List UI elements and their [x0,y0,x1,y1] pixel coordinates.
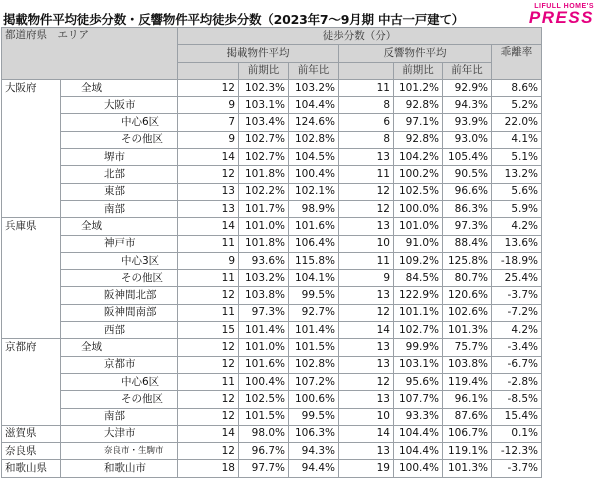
response-yoy-cell: 119.1% [443,443,492,460]
prefecture-cell [2,356,61,373]
listed-minutes-cell: 12 [178,443,239,460]
listed-minutes-cell: 13 [178,200,239,217]
gap-rate-cell: 0.1% [492,425,542,442]
listed-minutes-cell: 9 [178,131,239,148]
response-qoq-cell: 101.0% [394,218,443,235]
response-qoq-cell: 93.3% [394,408,443,425]
area-cell: 北部 [61,166,178,183]
response-minutes-cell: 13 [339,287,394,304]
gap-rate-cell: 15.4% [492,408,542,425]
response-minutes-cell: 11 [339,79,394,96]
listed-yoy-cell: 102.1% [289,183,339,200]
gap-rate-cell: -18.9% [492,252,542,269]
response-qoq-cell: 122.9% [394,287,443,304]
area-cell: 大阪市 [61,97,178,114]
response-qoq-cell: 100.0% [394,200,443,217]
response-yoy-cell: 97.3% [443,218,492,235]
response-yoy-cell: 106.7% [443,425,492,442]
response-yoy-cell: 87.6% [443,408,492,425]
gap-rate-cell: -2.8% [492,373,542,390]
table-row [2,304,542,321]
listed-minutes-cell: 12 [178,166,239,183]
header-walk-minutes: 徒歩分数（分） [178,28,542,45]
prefecture-cell [2,149,61,166]
listed-yoy-cell: 106.3% [289,425,339,442]
response-yoy-cell: 93.0% [443,131,492,148]
listed-qoq-cell: 98.0% [239,425,289,442]
header-blank-listed [178,62,239,79]
gap-rate-cell: -3.7% [492,460,542,477]
listed-minutes-cell: 12 [178,79,239,96]
response-yoy-cell: 119.4% [443,373,492,390]
listed-minutes-cell: 12 [178,391,239,408]
listed-minutes-cell: 11 [178,373,239,390]
gap-rate-cell: 5.2% [492,97,542,114]
header-listed-qoq: 前期比 [239,62,289,79]
response-qoq-cell: 97.1% [394,114,443,131]
listed-minutes-cell: 12 [178,339,239,356]
listed-minutes-cell: 9 [178,252,239,269]
logo-top-text: LIFULL HOME'S [534,3,594,10]
listed-qoq-cell: 103.4% [239,114,289,131]
response-qoq-cell: 107.7% [394,391,443,408]
table-row [2,149,542,166]
listed-qoq-cell: 103.2% [239,270,289,287]
prefecture-cell [2,97,61,114]
area-cell: 東部 [61,183,178,200]
area-cell: 阪神間南部 [61,304,178,321]
gap-rate-cell: -3.7% [492,287,542,304]
prefecture-cell [2,373,61,390]
listed-minutes-cell: 11 [178,304,239,321]
response-minutes-cell: 10 [339,235,394,252]
listed-qoq-cell: 101.8% [239,166,289,183]
response-minutes-cell: 13 [339,391,394,408]
prefecture-cell [2,391,61,408]
prefecture-cell [2,200,61,217]
listed-minutes-cell: 12 [178,356,239,373]
response-qoq-cell: 99.9% [394,339,443,356]
listed-yoy-cell: 100.6% [289,391,339,408]
listed-yoy-cell: 94.3% [289,443,339,460]
response-qoq-cell: 102.7% [394,322,443,339]
response-qoq-cell: 100.2% [394,166,443,183]
area-cell: その他区 [61,270,178,287]
area-cell: 和歌山市 [61,460,178,477]
response-qoq-cell: 109.2% [394,252,443,269]
table-row [2,218,542,235]
area-cell: その他区 [61,131,178,148]
response-qoq-cell: 91.0% [394,235,443,252]
prefecture-cell: 京都府 [2,339,61,356]
listed-minutes-cell: 7 [178,114,239,131]
header-response-avg: 反響物件平均 [339,45,492,62]
header-gap: 乖離率 [492,45,542,80]
response-minutes-cell: 13 [339,149,394,166]
response-yoy-cell: 90.5% [443,166,492,183]
logo-main-text: PRESS [528,8,594,27]
response-qoq-cell: 92.8% [394,131,443,148]
prefecture-cell [2,235,61,252]
listed-qoq-cell: 101.4% [239,322,289,339]
listed-minutes-cell: 9 [178,97,239,114]
response-yoy-cell: 96.6% [443,183,492,200]
listed-yoy-cell: 102.8% [289,131,339,148]
area-cell: 南部 [61,200,178,217]
response-yoy-cell: 86.3% [443,200,492,217]
gap-rate-cell: -3.4% [492,339,542,356]
gap-rate-cell: 13.6% [492,235,542,252]
response-yoy-cell: 102.6% [443,304,492,321]
response-minutes-cell: 13 [339,443,394,460]
response-qoq-cell: 84.5% [394,270,443,287]
listed-yoy-cell: 104.4% [289,97,339,114]
prefecture-cell: 奈良県 [2,443,61,460]
table-row [2,270,542,287]
gap-rate-cell: 4.2% [492,218,542,235]
gap-rate-cell: 13.2% [492,166,542,183]
listed-minutes-cell: 12 [178,408,239,425]
listed-yoy-cell: 107.2% [289,373,339,390]
response-yoy-cell: 94.3% [443,97,492,114]
page-title: 掲載物件平均徒歩分数・反響物件平均徒歩分数（2023年7〜9月期 中古一戸建て） [3,12,465,27]
listed-yoy-cell: 103.2% [289,79,339,96]
table-row [2,114,542,131]
gap-rate-cell: -6.7% [492,356,542,373]
prefecture-cell [2,304,61,321]
table-row [2,443,542,460]
area-cell: 全域 [61,339,178,356]
area-cell: 京都市 [61,356,178,373]
area-cell: 南部 [61,408,178,425]
table-row [2,200,542,217]
gap-rate-cell: -12.3% [492,443,542,460]
prefecture-cell [2,322,61,339]
response-minutes-cell: 9 [339,270,394,287]
table-row [2,339,542,356]
listed-qoq-cell: 102.5% [239,391,289,408]
table-row [2,131,542,148]
header-row-1 [2,28,542,45]
gap-rate-cell: 4.1% [492,131,542,148]
listed-minutes-cell: 12 [178,287,239,304]
gap-rate-cell: -7.2% [492,304,542,321]
response-yoy-cell: 125.8% [443,252,492,269]
listed-qoq-cell: 96.7% [239,443,289,460]
listed-qoq-cell: 102.7% [239,131,289,148]
gap-rate-cell: 4.2% [492,322,542,339]
area-cell: 堺市 [61,149,178,166]
area-cell: 中心6区 [61,373,178,390]
header-pref-area: 都道府県 エリア [2,28,178,80]
area-cell: 奈良市・生駒市 [61,443,178,460]
listed-qoq-cell: 101.0% [239,339,289,356]
listed-minutes-cell: 18 [178,460,239,477]
response-yoy-cell: 93.9% [443,114,492,131]
response-qoq-cell: 102.5% [394,183,443,200]
response-minutes-cell: 12 [339,304,394,321]
response-minutes-cell: 8 [339,131,394,148]
table-row [2,322,542,339]
table-row [2,425,542,442]
area-cell: 神戸市 [61,235,178,252]
response-minutes-cell: 12 [339,200,394,217]
listed-qoq-cell: 97.7% [239,460,289,477]
response-yoy-cell: 80.7% [443,270,492,287]
response-qoq-cell: 104.4% [394,443,443,460]
gap-rate-cell: 5.9% [492,200,542,217]
listed-yoy-cell: 92.7% [289,304,339,321]
table-row [2,97,542,114]
response-minutes-cell: 11 [339,166,394,183]
listed-qoq-cell: 103.8% [239,287,289,304]
listed-minutes-cell: 13 [178,183,239,200]
listed-yoy-cell: 101.5% [289,339,339,356]
response-qoq-cell: 92.8% [394,97,443,114]
listed-yoy-cell: 99.5% [289,408,339,425]
response-minutes-cell: 6 [339,114,394,131]
listed-qoq-cell: 93.6% [239,252,289,269]
gap-rate-cell: 8.6% [492,79,542,96]
gap-rate-cell: -8.5% [492,391,542,408]
response-yoy-cell: 105.4% [443,149,492,166]
response-qoq-cell: 101.1% [394,304,443,321]
listed-qoq-cell: 102.3% [239,79,289,96]
listed-qoq-cell: 102.7% [239,149,289,166]
area-cell: 中心3区 [61,252,178,269]
listed-yoy-cell: 124.6% [289,114,339,131]
listed-qoq-cell: 101.5% [239,408,289,425]
header-listed-avg: 掲載物件平均 [178,45,339,62]
gap-rate-cell: 25.4% [492,270,542,287]
response-minutes-cell: 14 [339,322,394,339]
prefecture-cell [2,408,61,425]
response-qoq-cell: 104.4% [394,425,443,442]
table-row [2,79,542,96]
listed-yoy-cell: 115.8% [289,252,339,269]
walk-minutes-table [1,27,542,478]
response-minutes-cell: 12 [339,373,394,390]
response-yoy-cell: 88.4% [443,235,492,252]
response-qoq-cell: 103.1% [394,356,443,373]
prefecture-cell: 滋賀県 [2,425,61,442]
area-cell: 西部 [61,322,178,339]
listed-minutes-cell: 15 [178,322,239,339]
prefecture-cell [2,252,61,269]
prefecture-cell [2,131,61,148]
response-qoq-cell: 95.6% [394,373,443,390]
listed-qoq-cell: 101.0% [239,218,289,235]
prefecture-cell [2,114,61,131]
header-blank-response [339,62,394,79]
listed-yoy-cell: 102.8% [289,356,339,373]
listed-yoy-cell: 94.4% [289,460,339,477]
area-cell: 大津市 [61,425,178,442]
prefecture-cell [2,183,61,200]
response-qoq-cell: 101.2% [394,79,443,96]
table-row [2,166,542,183]
listed-qoq-cell: 103.1% [239,97,289,114]
response-yoy-cell: 92.9% [443,79,492,96]
area-cell: 全域 [61,79,178,96]
listed-minutes-cell: 14 [178,425,239,442]
gap-rate-cell: 22.0% [492,114,542,131]
response-yoy-cell: 75.7% [443,339,492,356]
brand-logo [529,3,594,26]
gap-rate-cell: 5.6% [492,183,542,200]
table-row [2,391,542,408]
table-row [2,373,542,390]
prefecture-cell [2,287,61,304]
table-row [2,252,542,269]
table-row [2,460,542,477]
table-row [2,235,542,252]
header-response-qoq: 前期比 [394,62,443,79]
listed-yoy-cell: 106.4% [289,235,339,252]
response-minutes-cell: 14 [339,425,394,442]
listed-minutes-cell: 11 [178,270,239,287]
listed-qoq-cell: 100.4% [239,373,289,390]
listed-minutes-cell: 14 [178,149,239,166]
listed-yoy-cell: 104.1% [289,270,339,287]
response-minutes-cell: 19 [339,460,394,477]
response-minutes-cell: 10 [339,408,394,425]
listed-yoy-cell: 98.9% [289,200,339,217]
listed-minutes-cell: 11 [178,235,239,252]
response-yoy-cell: 103.8% [443,356,492,373]
response-minutes-cell: 12 [339,183,394,200]
area-cell: 阪神間北部 [61,287,178,304]
area-cell: 中心6区 [61,114,178,131]
listed-qoq-cell: 97.3% [239,304,289,321]
listed-yoy-cell: 100.4% [289,166,339,183]
prefecture-cell: 兵庫県 [2,218,61,235]
gap-rate-cell: 5.1% [492,149,542,166]
area-cell: その他区 [61,391,178,408]
response-yoy-cell: 120.6% [443,287,492,304]
prefecture-cell: 大阪府 [2,79,61,96]
listed-yoy-cell: 99.5% [289,287,339,304]
listed-yoy-cell: 104.5% [289,149,339,166]
table-row [2,287,542,304]
listed-qoq-cell: 101.7% [239,200,289,217]
prefecture-cell: 和歌山県 [2,460,61,477]
response-minutes-cell: 8 [339,97,394,114]
response-qoq-cell: 100.4% [394,460,443,477]
response-yoy-cell: 96.1% [443,391,492,408]
header-listed-yoy: 前年比 [289,62,339,79]
response-minutes-cell: 13 [339,356,394,373]
prefecture-cell [2,166,61,183]
response-yoy-cell: 101.3% [443,322,492,339]
listed-qoq-cell: 102.2% [239,183,289,200]
listed-yoy-cell: 101.6% [289,218,339,235]
response-yoy-cell: 101.3% [443,460,492,477]
area-cell: 全域 [61,218,178,235]
table-row [2,408,542,425]
listed-qoq-cell: 101.8% [239,235,289,252]
listed-yoy-cell: 101.4% [289,322,339,339]
table-row [2,356,542,373]
table-row [2,183,542,200]
response-minutes-cell: 13 [339,339,394,356]
response-minutes-cell: 13 [339,218,394,235]
prefecture-cell [2,270,61,287]
response-minutes-cell: 11 [339,252,394,269]
header-response-yoy: 前年比 [443,62,492,79]
listed-minutes-cell: 14 [178,218,239,235]
response-qoq-cell: 104.2% [394,149,443,166]
listed-qoq-cell: 101.6% [239,356,289,373]
